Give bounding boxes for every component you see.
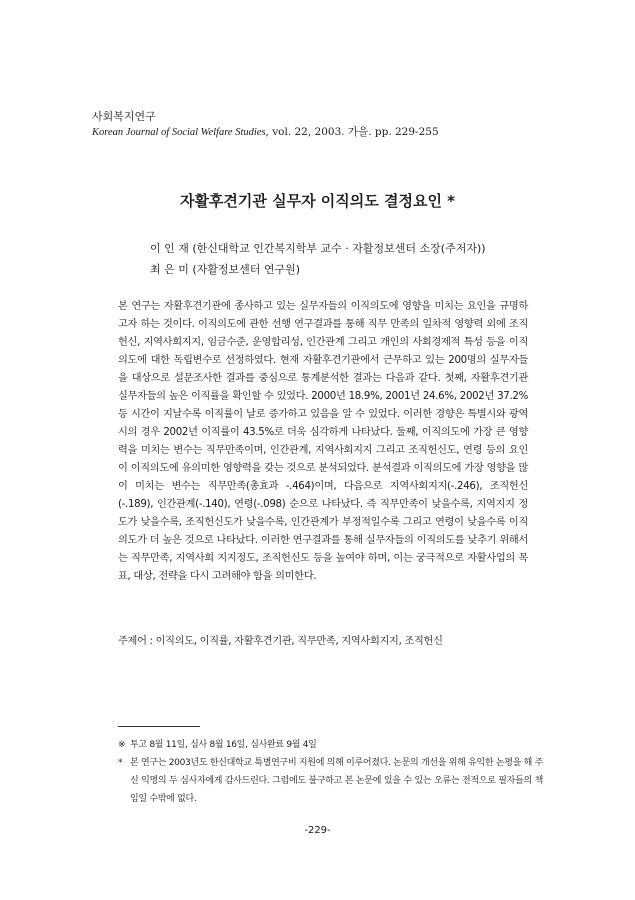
footnote-text: 투고 8월 11일, 심사 8월 16일, 심사완료 9월 4일	[130, 740, 317, 750]
citation-details: , vol. 22, 2003. 가을. pp. 229-255	[265, 126, 439, 138]
journal-name-english: Korean Journal of Social Welfare Studies	[92, 127, 266, 138]
author-2: 최 은 미 (자활정보센터 연구원)	[150, 263, 301, 276]
footnote-divider	[118, 726, 200, 727]
abstract: 본 연구는 자활후견기관에 종사하고 있는 실무자들의 이직의도에 영향을 미치는 요인을 규명하고자 하는 것이다. 이직의도에 관한 선행 연구결과를 통해 직무 만족의 일차적 영향력 외에 조직헌신, 지역사회지지, 임금수준, 운영합리성, 인간관계 그리고 개인의 사회경제적 특성 등을 이직의도에 대한 독립변수로 선정하였다. 현재 자활후견기관에서 근무하고 있는 200명의 실무자들을 대상으로 설문조사한 결과를 중심으로 통계분석한 결과는 다음과 같다. 첫째, 자활후견기관 실무자들의 높은 이직률을 확인할 수 있었다. 2000년 18.9%, 2001년 24.6%, 2002년 37.2% 등 시간이 지날수록 이직률이 날로 증가하고 있음을 알 수 있었다. 이러한 경향은 특별시와 광역시의 경우 2002년 이직률이 43.5%로 더욱 심각하게 나타났다. 둘째, 이직의도에 가장 큰 영향력을 미치는 변수는 직무만족이며, 인간관계, 지역사회지지 그리고 조직헌신도, 연령 등의 요인이 이직의도에 유의미한 영향력을 갖는 것으로 분석되었다. 분석결과 이직의도에 가장 영향을 많이 미치는 변수는 직무만족(총효과 -.464)이며, 다음으로 지역사회지지(-.246), 조직헌신(-.189), 인간관계(-.140), 연령(-.098) 순으로 나타났다. 즉 직무만족이 낮을수록, 지역지지 정도가 낮을수록, 조직헌신도가 낮을수록, 인간관계가 부정적일수록 그리고 연령이 낮을수록 이직의도가 더 높은 것으로 나타났다. 이러한 연구결과를 통해 실무자들의 이직의도를 낮추기 위해서는 직무만족, 지역사회 지지정도, 조직헌신도 등을 높여야 하며, 이는 궁극적으로 자활사업의 목표, 대상, 전략을 다시 고려해야 함을 의미한다.	[118, 301, 528, 582]
paper-title: 자활후견기관 실무자 이직의도 결정요인 *	[179, 192, 456, 210]
keywords: 주제어 : 이직의도, 이직률, 자활후견기관, 직무만족, 지역사회지지, 조직헌신	[118, 636, 443, 647]
footnote-submission-dates	[118, 736, 543, 754]
journal-citation	[92, 124, 439, 139]
author-1: 이 인 재 (한신대학교 인간복지학부 교수 · 자활정보센터 소장(주저자))	[150, 242, 486, 255]
journal-name-korean: 사회복지연구	[92, 110, 156, 123]
footnote-mark: *	[118, 758, 123, 768]
page-number: -229-	[304, 825, 331, 836]
footnote-acknowledgement	[118, 754, 543, 808]
footnote-text: 본 연구는 2003년도 한신대학교 특별연구비 지원에 의해 이루어졌다. 논문의 개선을 위해 유익한 논평을 해 주신 익명의 두 심사자에게 감사드린다. 그럼에도 불구하고 본 논문에 있을 수 있는 오류는 전적으로 필자들의 책임일 수밖에 없다.	[130, 758, 543, 804]
footnote-mark: ※	[118, 740, 126, 750]
footnotes	[118, 736, 543, 808]
author-list	[150, 238, 486, 280]
